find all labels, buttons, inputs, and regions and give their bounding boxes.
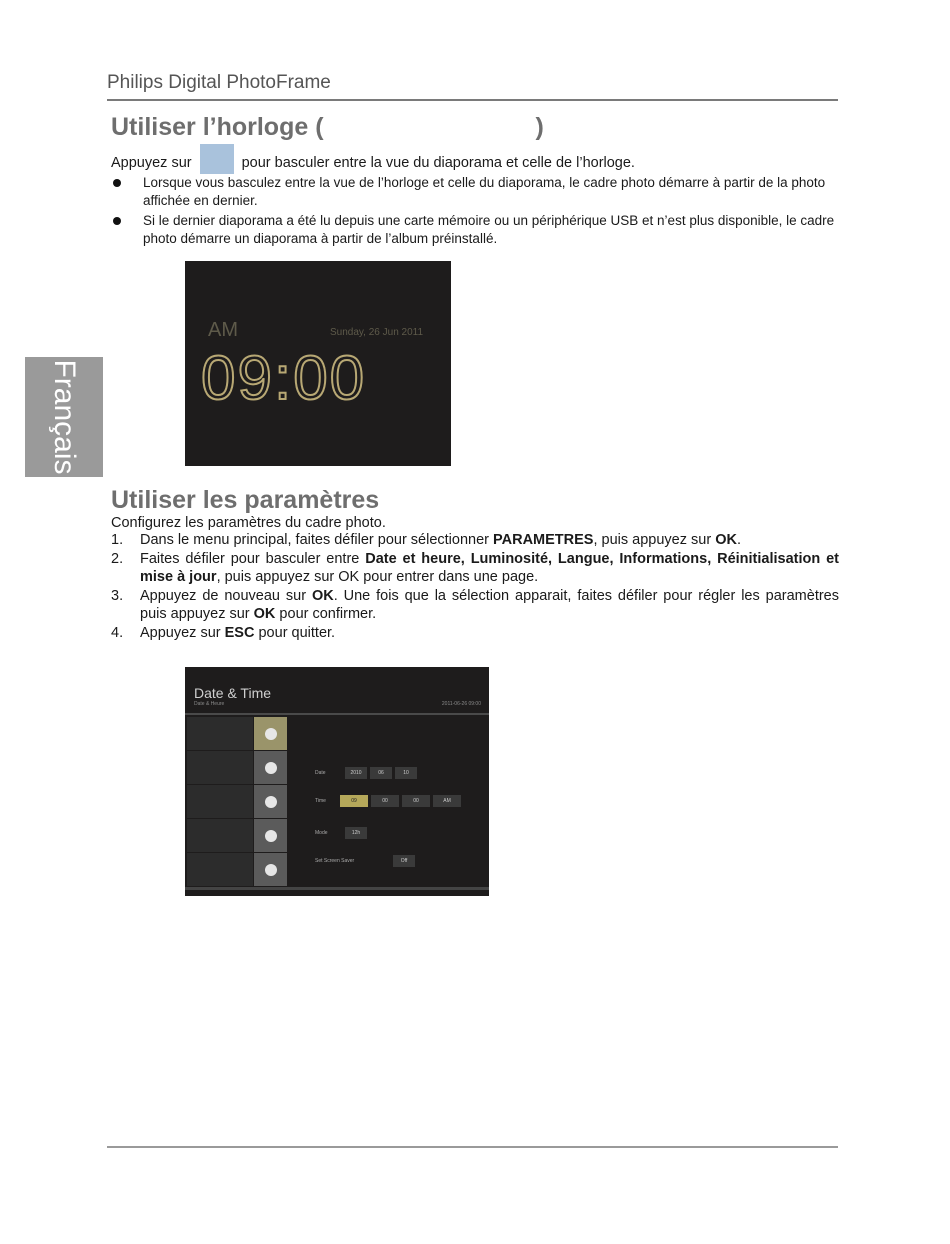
settings-menu-icon	[254, 717, 287, 750]
step-keyword: PARAMETRES	[493, 532, 594, 548]
step-keyword: OK	[253, 606, 276, 622]
step-text: , puis appuyez sur OK pour entrer dans une page.	[216, 569, 539, 585]
settings-gear-icon	[265, 728, 277, 740]
settings-value-cell: 09	[340, 795, 368, 807]
settings-tile	[220, 717, 253, 750]
settings-step	[111, 624, 839, 643]
settings-tile	[220, 785, 253, 818]
clock-screen-image	[185, 261, 451, 466]
settings-tile	[220, 751, 253, 784]
settings-step	[111, 531, 839, 550]
clock-intro-after: pour basculer entre la vue du diaporama et celle de l’horloge.	[241, 154, 635, 171]
settings-tile	[220, 819, 253, 852]
step-text: Appuyez sur	[140, 624, 225, 641]
settings-value-cell: AM	[433, 795, 461, 807]
step-text: pour confirmer.	[275, 606, 377, 622]
settings-menu-icon	[254, 853, 287, 886]
settings-tile	[187, 717, 220, 750]
step-text: Appuyez de nouveau sur	[140, 587, 312, 604]
settings-tile	[187, 853, 220, 886]
settings-gear-icon	[265, 864, 277, 876]
clock-heading-left: Utiliser l’horloge (	[111, 113, 324, 141]
bullet-dot-icon	[113, 217, 121, 225]
settings-menu-icon	[254, 751, 287, 784]
settings-step-list	[111, 531, 839, 642]
settings-value-cell: 00	[371, 795, 399, 807]
settings-tile	[187, 751, 220, 784]
settings-value-cell: 06	[370, 767, 392, 779]
settings-screen-clock: 2011-06-26 09:00	[441, 701, 481, 707]
step-keyword: Date et heure, Luminosité, Langue, Informations, Réinitialisation et mise à jour	[140, 550, 840, 585]
step-keyword: OK	[311, 587, 334, 604]
settings-screen-image	[185, 667, 489, 896]
settings-value-cell: 10	[395, 767, 417, 779]
step-text: Dans le menu principal, faites défiler pour sélectionner	[140, 532, 494, 548]
step-text: , puis appuyez sur	[593, 532, 716, 548]
settings-gear-icon	[265, 796, 277, 808]
language-side-tab	[25, 357, 103, 477]
step-number: 1.	[111, 532, 124, 548]
settings-tile	[220, 853, 253, 886]
clock-toggle-icon	[200, 144, 234, 174]
settings-row-label: Date	[315, 770, 326, 776]
step-text: .	[736, 532, 741, 548]
settings-intro: Configurez les paramètres du cadre photo.	[111, 515, 386, 531]
settings-row-label: Mode	[315, 830, 328, 836]
settings-tile	[187, 819, 220, 852]
settings-tile	[187, 785, 220, 818]
step-keyword: OK	[715, 532, 737, 548]
header-divider	[107, 99, 838, 101]
clock-time: 09:00	[201, 344, 367, 413]
step-number: 3.	[111, 587, 124, 604]
step-number: 4.	[111, 624, 124, 641]
clock-heading-right: )	[535, 113, 544, 141]
settings-screen-title: Date & Time	[194, 685, 272, 701]
clock-ampm: AM	[208, 319, 238, 341]
step-text: pour quitter.	[254, 624, 336, 641]
settings-row-label: Time	[315, 798, 326, 804]
step-keyword: ESC	[224, 624, 255, 641]
settings-menu-icon	[254, 819, 287, 852]
bullet-text: Lorsque vous basculez entre la vue de l’horloge et celle du diaporama, le cadre photo démarre à partir de la photo affichée en dernier.	[143, 175, 826, 208]
document-header-title: Philips Digital PhotoFrame	[107, 72, 331, 93]
settings-step	[111, 550, 839, 587]
settings-step	[111, 587, 839, 624]
footer-divider	[107, 1146, 838, 1148]
step-text: . Une fois que la sélection apparait, faites défiler pour régler les paramètres puis appuyez sur	[140, 587, 839, 622]
step-number: 2.	[111, 550, 124, 567]
list-item	[111, 174, 839, 210]
settings-row-label: Set Screen Saver	[315, 858, 355, 864]
settings-value-cell: 00	[402, 795, 430, 807]
settings-value-cell: Off	[393, 855, 415, 867]
step-text: Faites défiler pour basculer entre	[140, 550, 366, 567]
bullet-dot-icon	[113, 179, 121, 187]
settings-menu-icon	[254, 785, 287, 818]
settings-screen-bottom-bar	[185, 887, 489, 890]
settings-value-cell: 12h	[345, 827, 367, 839]
settings-value-cell: 2010	[345, 767, 367, 779]
section-heading-settings: Utiliser les paramètres	[111, 486, 380, 514]
settings-gear-icon	[265, 830, 277, 842]
clock-date: Sunday, 26 Jun 2011	[330, 327, 424, 338]
clock-bullet-list	[111, 174, 839, 250]
settings-gear-icon	[265, 762, 277, 774]
list-item	[111, 212, 839, 248]
section-heading-clock	[111, 113, 544, 142]
bullet-text: Si le dernier diaporama a été lu depuis une carte mémoire ou un périphérique USB et n’est plus disponible, le cadre photo démarre un diaporama à partir de l’album préinstallé.	[143, 213, 835, 246]
settings-screen-subtitle: Date & Heure	[194, 701, 225, 707]
clock-intro-before: Appuyez sur	[111, 154, 192, 171]
settings-screen-divider	[185, 713, 489, 715]
language-side-tab-label: Français	[48, 359, 81, 475]
